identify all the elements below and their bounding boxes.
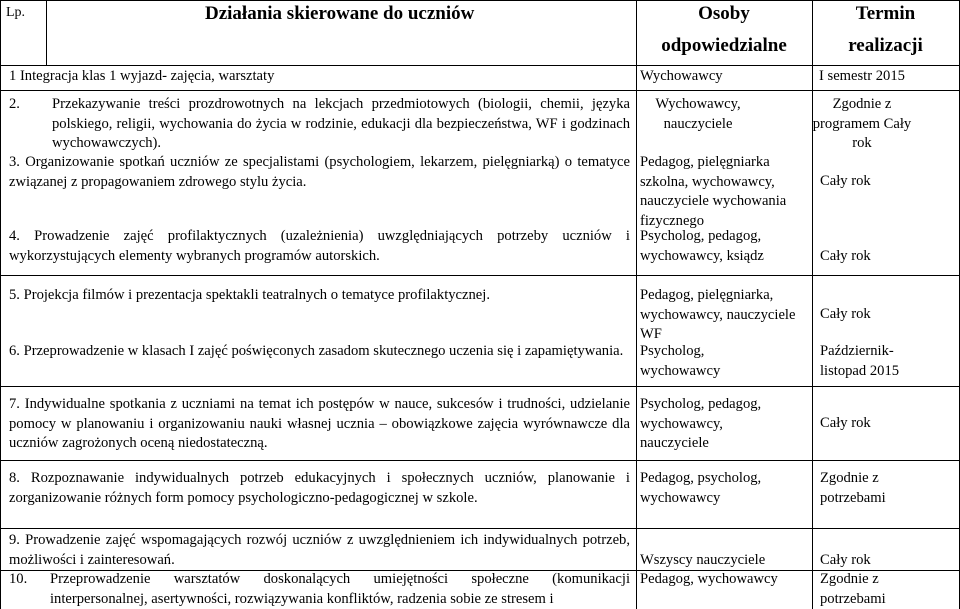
column-divider-actions: [636, 0, 637, 609]
row-3-action: 3. Organizowanie spotkań uczniów ze specjalistami (psychologiem, lekarzem, pielęgniarką) o tematyce związanej z propagowaniem zdrowego stylu życia.: [9, 154, 630, 190]
row-4-term: Cały rok: [820, 248, 871, 264]
row-10-term: Zgodnie z potrzebami: [820, 571, 886, 607]
row-6-action: 6. Przeprowadzenie w klasach I zajęć poświęconych zasadom skutecznego uczenia się i zapamiętywania.: [9, 343, 624, 359]
row-3-responsible: Pedagog, pielęgniarka szkolna, wychowawcy, nauczyciele wychowania fizycznego: [640, 154, 787, 229]
header-term-line1: Termin: [855, 3, 916, 24]
table-border-left: [0, 0, 1, 609]
header-responsible-line1: Osoby: [698, 3, 750, 24]
row-2-responsible: Wychowawcy, nauczyciele: [655, 96, 741, 132]
row-7-responsible: Psycholog, pedagog, wychowawcy, nauczyciele: [640, 396, 762, 451]
header-term-line2: realizacji: [848, 35, 923, 56]
row-divider-7: [0, 460, 960, 461]
row-9-action: 9. Prowadzenie zajęć wspomagających rozwój uczniów z uwzględnieniem ich indywidualnych potrzeb, możliwości i zainteresowań.: [9, 532, 630, 568]
column-divider-lp: [46, 0, 47, 65]
row-8-action: 8. Rozpoznawanie indywidualnych potrzeb edukacyjnych i społecznych uczniów, planowanie i zorganizowanie różnych form pomocy psychologiczno-pedagogicznej w szkole.: [9, 470, 630, 506]
row-2-action: Przekazywanie treści prozdrowotnych na lekcjach przedmiotowych (biologii, chemii, języka polskiego, religii, wychowania do życia w rodzinie, edukacji dla bezpieczeństwa, WF i godzinach wychowawczych).: [52, 96, 630, 151]
row-9-responsible: Wszyscy nauczyciele: [640, 552, 766, 568]
row-5-responsible: Pedagog, pielęgniarka, wychowawcy, nauczyciele WF: [640, 287, 796, 342]
row-10-action: Przeprowadzenie warsztatów doskonalących umiejętności społeczne (komunikacji interpersonalnej, asertywności, rozwiązywania konfliktów, radzenia sobie ze stresem i: [50, 571, 630, 607]
header-lp: Lp.: [6, 5, 26, 20]
row-10-responsible: Pedagog, wychowawcy: [640, 571, 778, 587]
row-5-term: Cały rok: [820, 306, 871, 322]
row-divider-6: [0, 386, 960, 387]
row-6-term: Październik-listopad 2015: [820, 343, 900, 379]
row-1-action: 1 Integracja klas 1 wyjazd- zajęcia, warsztaty: [9, 68, 275, 84]
header-responsible-line2: odpowiedzialne: [661, 35, 787, 56]
row-5-action: 5. Projekcja filmów i prezentacja spektakli teatralnych o tematyce profilaktycznej.: [9, 287, 490, 303]
row-1-term: I semestr 2015: [819, 68, 905, 84]
row-2-number: 2.: [9, 96, 20, 112]
row-8-responsible: Pedagog, psycholog, wychowawcy: [640, 470, 762, 506]
row-10-number: 10.: [9, 571, 28, 587]
row-divider-8: [0, 528, 960, 529]
row-1-responsible: Wychowawcy: [640, 68, 723, 84]
header-row-divider: [0, 65, 960, 66]
row-divider-1: [0, 90, 960, 91]
row-3-term: Cały rok: [820, 173, 871, 189]
column-divider-responsible: [812, 0, 813, 609]
row-2-term: Zgodnie z programem Cały rok: [812, 96, 912, 151]
row-7-action: 7. Indywidualne spotkania z uczniami na temat ich postępów w nauce, sukcesów i trudności, udzielanie pomocy w planowaniu i organizowaniu nauki własnej ucznia – obowiązkowe zajęcia wyrównawcze dla uczniów zagrożonych oceną niedostateczną.: [9, 396, 630, 451]
row-7-term: Cały rok: [820, 415, 871, 431]
row-9-term: Cały rok: [820, 552, 871, 568]
header-actions: Działania skierowane do uczniów: [205, 3, 475, 24]
row-6-responsible: Psycholog, wychowawcy: [640, 343, 721, 379]
row-divider-4: [0, 275, 960, 276]
row-8-term: Zgodnie z potrzebami: [820, 470, 886, 506]
row-4-action: 4. Prowadzenie zajęć profilaktycznych (uzależnienia) uwzględniających potrzeby uczniów i wykorzystujących elementy wybranych programów autorskich.: [9, 228, 630, 264]
row-4-responsible: Psycholog, pedagog, wychowawcy, ksiądz: [640, 228, 764, 264]
